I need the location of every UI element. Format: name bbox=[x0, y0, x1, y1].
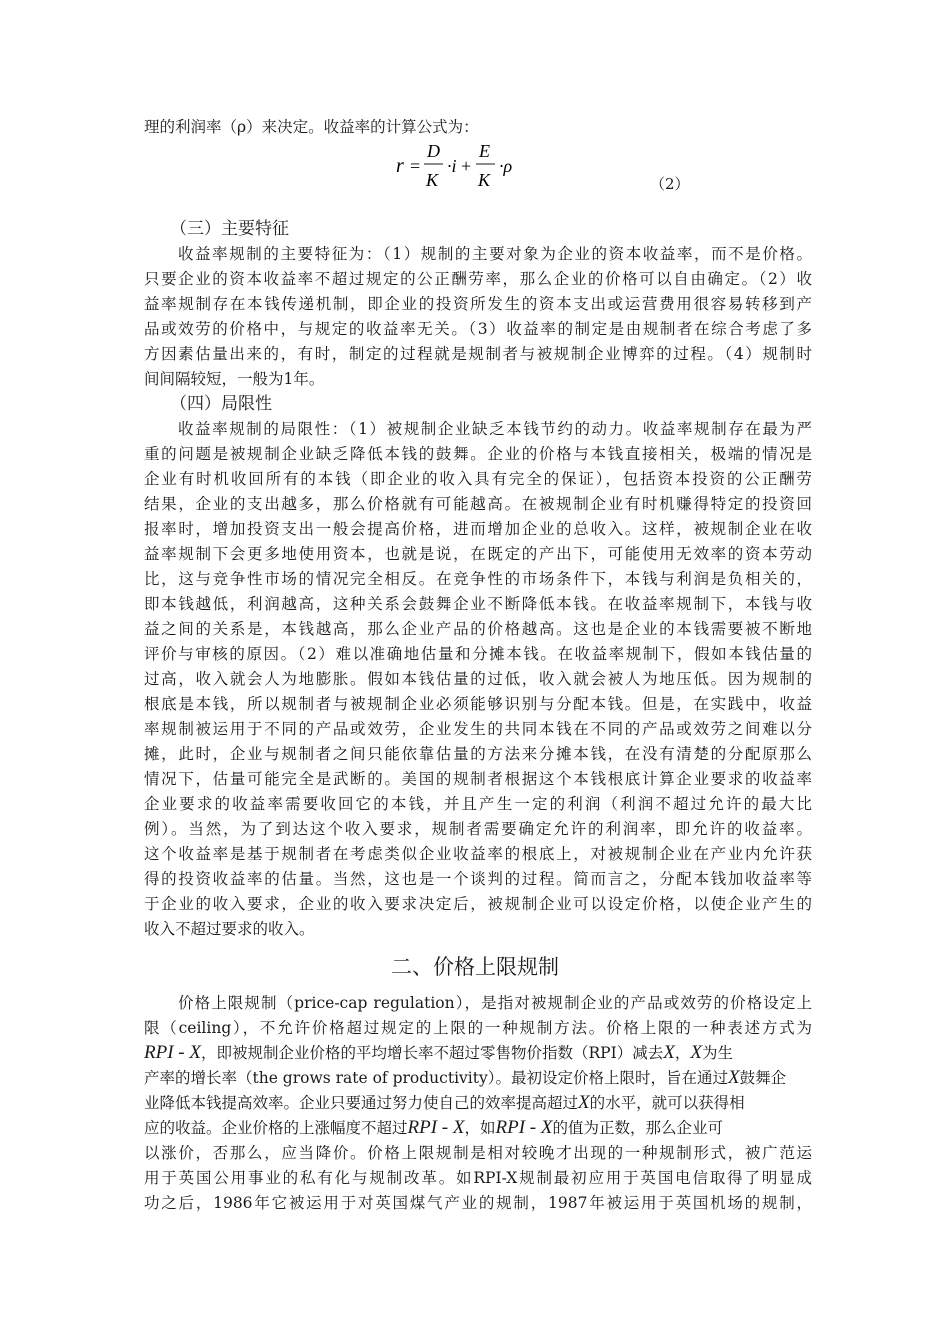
x-variable: X bbox=[663, 1042, 675, 1063]
section3-line: 方因素估量出来的，有时，制定的过程就是规制者与被规制企业博弈的过程。（4）规制时 bbox=[144, 345, 812, 363]
chapter2-line bbox=[144, 1090, 812, 1116]
section4-title: （四）局限性 bbox=[170, 394, 272, 414]
section4-line: 结果，企业的支出越多，那么价格就有可能越高。在被规制企业有时机赚得特定的投资回 bbox=[144, 495, 812, 513]
fraction2-numerator: E bbox=[479, 141, 490, 161]
section3-line: 间间隔较短，一般为1年。 bbox=[144, 370, 325, 388]
x-variable: X bbox=[690, 1042, 702, 1063]
text-span: 鼓舞企 bbox=[739, 1069, 787, 1087]
fraction1-denominator: K bbox=[426, 170, 439, 190]
chapter2-line bbox=[144, 1065, 812, 1091]
text-span: ， bbox=[674, 1044, 691, 1062]
section3-line: 益率规制存在本钱传递机制，即企业的投资所发生的资本支出或运营费用很容易转移到产 bbox=[144, 295, 812, 313]
chapter2-line bbox=[144, 1115, 812, 1141]
section4-line: 得的投资收益率的估量。当然，这也是一个谈判的过程。简而言之，分配本钱加收益率等 bbox=[144, 870, 812, 888]
section4-line: 即本钱越低，利润越高，这种关系会鼓舞企业不断降低本钱。在收益率规制下，本钱与收 bbox=[144, 595, 812, 613]
section4-line: 益之间的关系是，本钱越高，那么企业产品的价格越高。这也是企业的本钱需要被不断地 bbox=[144, 620, 812, 638]
section4-line: 情况下，估量可能完全是武断的。美国的规制者根据这个本钱根底计算企业要求的收益率 bbox=[144, 770, 812, 788]
return-rate-formula bbox=[0, 140, 950, 194]
text-span: 的水平，就可以获得相 bbox=[589, 1094, 745, 1112]
intro-text: 理的利润率（ρ）来决定。收益率的计算公式为： bbox=[144, 118, 479, 136]
rpi-x-expression: RPI - X bbox=[407, 1117, 465, 1138]
section4-line: 收入不超过要求的收入。 bbox=[144, 920, 315, 938]
section4-line: 收益率规制的局限性：（1）被规制企业缺乏本钱节约的动力。收益率规制存在最为严 bbox=[178, 420, 812, 438]
section3-title: （三）主要特征 bbox=[170, 219, 289, 239]
section4-line: 过高，收入就会人为地膨胀。假如本钱估量的过低，收入就会被人为地压低。因为规制的 bbox=[144, 670, 812, 688]
section4-line: 重的问题是被规制企业缺乏降低本钱的鼓舞。企业的价格与本钱直接相关，极端的情况是 bbox=[144, 445, 812, 463]
chapter2-line: 功之后，1986年它被运用于对英国煤气产业的规制，1987年被运用于英国机场的规制， bbox=[144, 1194, 812, 1212]
section4-line: 例）。当然，为了到达这个收入要求，规制者需要确定允许的利润率，即允许的收益率。 bbox=[144, 820, 812, 838]
equation-number: （2） bbox=[650, 175, 690, 193]
rpi-x-expression: RPI - X bbox=[495, 1117, 553, 1138]
chapter2-line: 以涨价，否那么，应当降价。价格上限规制是相对较晚才出现的一种规制形式，被广范运 bbox=[144, 1144, 812, 1162]
rpi-x-expression: RPI - X bbox=[144, 1042, 201, 1063]
section4-line: 报率时，增加投资支出一般会提高价格，进而增加企业的总收入。这样，被规制企业在收 bbox=[144, 520, 812, 538]
section4-line: 率规制被运用于不同的产品或效劳，企业发生的共同本钱在不同的产品或效劳之间难以分 bbox=[144, 720, 812, 738]
intro-line bbox=[144, 114, 812, 140]
x-variable: X bbox=[727, 1067, 740, 1088]
section4-line: 于企业的收入要求，企业的收入要求决定后，被规制企业可以设定价格，以使企业产生的 bbox=[144, 895, 812, 913]
chapter2-line: 价格上限规制（price-cap regulation），是指对被规制企业的产品或效劳的价格设定上 bbox=[178, 994, 812, 1012]
text-span: 业降低本钱提高效率。企业只要通过努力使自己的效率提高超过 bbox=[144, 1094, 579, 1112]
x-variable: X bbox=[578, 1092, 590, 1113]
section4-line: 摊，此时，企业与规制者之间只能依靠估量的方法来分摊本钱，在没有清楚的分配原那么 bbox=[144, 745, 812, 763]
section4-line: 评价与审核的原因。（2）难以准确地估量和分摊本钱。在收益率规制下，假如本钱估量的 bbox=[144, 645, 812, 663]
text-span: 为生 bbox=[701, 1044, 733, 1062]
text-span: 的值为正数，那么企业可 bbox=[552, 1119, 724, 1137]
section4-line: 这个收益率是基于规制者在考虑类似企业收益率的根底上，对被规制企业在产业内允许获 bbox=[144, 845, 812, 863]
formula-equals: = bbox=[410, 156, 421, 176]
section3-line: 收益率规制的主要特征为：（1）规制的主要对象为企业的资本收益率，而不是价格。 bbox=[178, 245, 812, 263]
formula-plus: + bbox=[461, 156, 472, 176]
text-span: 应的收益。企业价格的上涨幅度不超过 bbox=[144, 1119, 408, 1137]
section4-line: 企业有时机收回所有的本钱（即企业的收入具有完全的保证），包括资本投资的公正酬劳 bbox=[144, 470, 812, 488]
chapter2-line: 用于英国公用事业的私有化与规制改革。如RPI-X规制最初应用于英国电信取得了明显成 bbox=[144, 1169, 812, 1187]
chapter2-title: 二、价格上限规制 bbox=[391, 955, 559, 979]
text-span: ，即被规制企业价格的平均增长率不超过零售物价指数（RPI）减去 bbox=[200, 1044, 664, 1062]
fraction1-numerator: D bbox=[427, 141, 440, 161]
section4-line: 根底是本钱，所以规制者与被规制企业必须能够识别与分配本钱。但是，在实践中，收益 bbox=[144, 695, 812, 713]
section4-line: 益率规制下会更多地使用资本，也就是说，在既定的产出下，可能使用无效率的资本劳动 bbox=[144, 545, 812, 563]
formula-dot-i: ·i bbox=[447, 156, 457, 176]
formula-lhs: r bbox=[396, 155, 404, 177]
fraction2-denominator: K bbox=[478, 170, 491, 190]
formula-dot-rho: ·ρ bbox=[499, 156, 513, 176]
text-span: 产率的增长率（the grows rate of productivity）。最初设定价格上限时，旨在通过 bbox=[144, 1069, 728, 1087]
section3-line: 只要企业的资本收益率不超过规定的公正酬劳率，那么企业的价格可以自由确定。（2）收 bbox=[144, 270, 812, 288]
section3-line: 品或效劳的价格中，与规定的收益率无关。（3）收益率的制定是由规制者在综合考虑了多 bbox=[144, 320, 812, 338]
section4-line: 比，这与竞争性市场的情况完全相反。在竞争性的市场条件下，本钱与利润是负相关的， bbox=[144, 570, 812, 588]
text-span: ，如 bbox=[464, 1119, 496, 1137]
chapter2-line: 限（ceiling），不允许价格超过规定的上限的一种规制方法。价格上限的一种表述方式为 bbox=[144, 1019, 812, 1037]
section4-line: 企业要求的收益率需要收回它的本钱，并且产生一定的利润（利润不超过允许的最大比 bbox=[144, 795, 812, 813]
chapter2-line bbox=[144, 1040, 812, 1066]
